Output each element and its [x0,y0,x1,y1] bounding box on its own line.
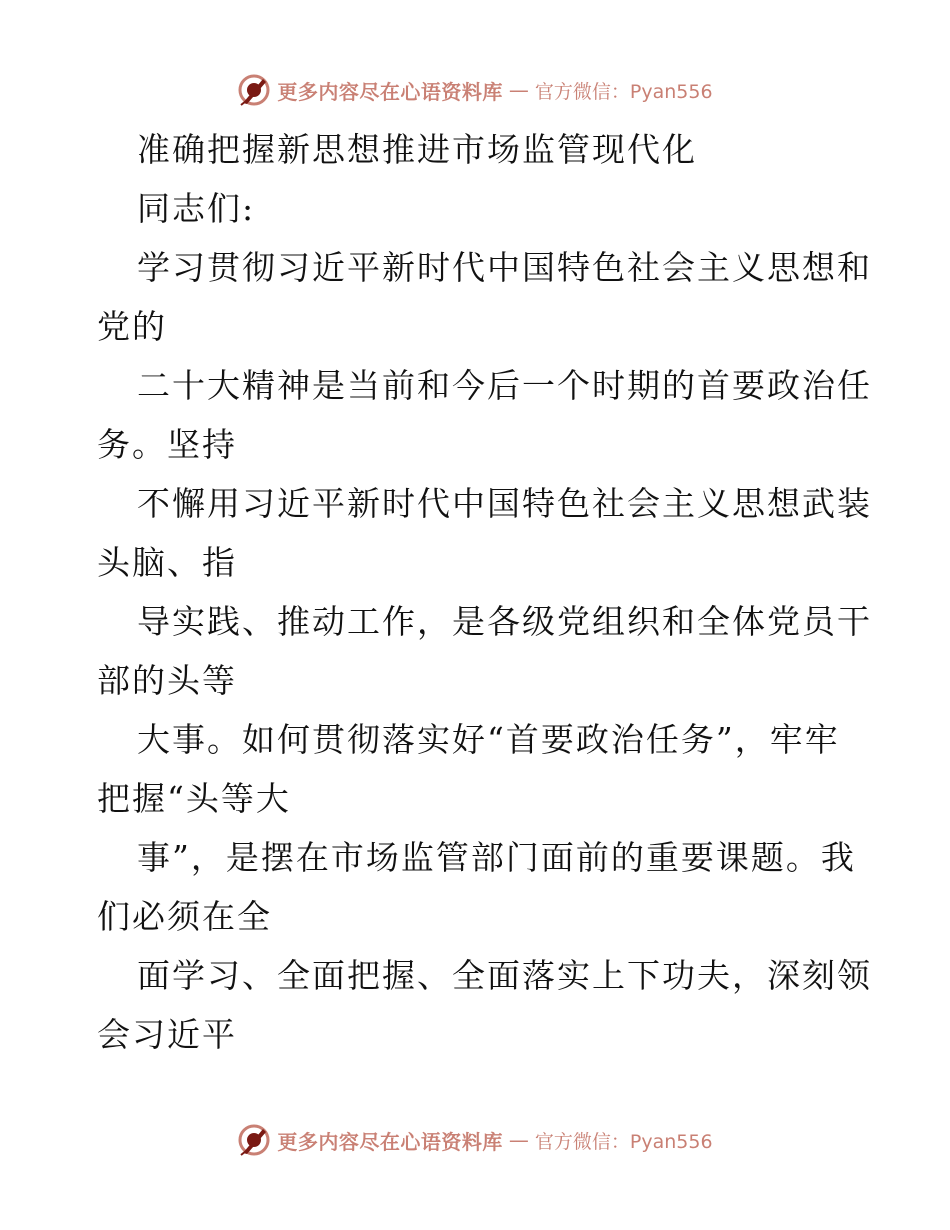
banner-dash: — [508,78,529,102]
text-line: 二十大精神是当前和今后一个时期的首要政治任 [137,366,872,405]
text-line: 准确把握新思想推进市场监管现代化 [137,130,697,169]
text-line: 导实践、推动工作，是各级党组织和全体党员干 [137,602,872,641]
text-line: 学习贯彻习近平新时代中国特色社会主义思想和 [137,248,872,287]
banner-wechat: 官方微信：Pyan556 [534,80,713,103]
text-line: 们必须在全 [97,897,272,936]
banner-dash: — [508,1128,529,1152]
document-body [97,120,872,1064]
text-line: 同志们: [137,189,256,228]
text-line: 部的头等 [97,661,237,700]
header-banner [0,70,950,110]
text-line: 把握“头等大 [97,779,291,818]
text-line: 不懈用习近平新时代中国特色社会主义思想武装 [137,484,872,523]
text-line: 大事。如何贯彻落实好“首要政治任务”，牢牢 [137,720,840,759]
banner-title: 更多内容尽在心语资料库 [277,79,503,104]
text-line: 面学习、全面把握、全面落实上下功夫，深刻领 [137,956,872,995]
footer-banner [0,1120,950,1160]
text-line: 事”，是摆在市场监管部门面前的重要课题。我 [137,838,856,877]
quill-logo-icon [237,1123,271,1157]
banner-wechat: 官方微信：Pyan556 [534,1130,713,1153]
text-line: 头脑、指 [97,543,237,582]
text-line: 会习近平 [97,1015,237,1054]
text-line: 党的 [97,307,167,346]
quill-logo-icon [237,73,271,107]
banner-title: 更多内容尽在心语资料库 [277,1129,503,1154]
text-line: 务。坚持 [97,425,237,464]
